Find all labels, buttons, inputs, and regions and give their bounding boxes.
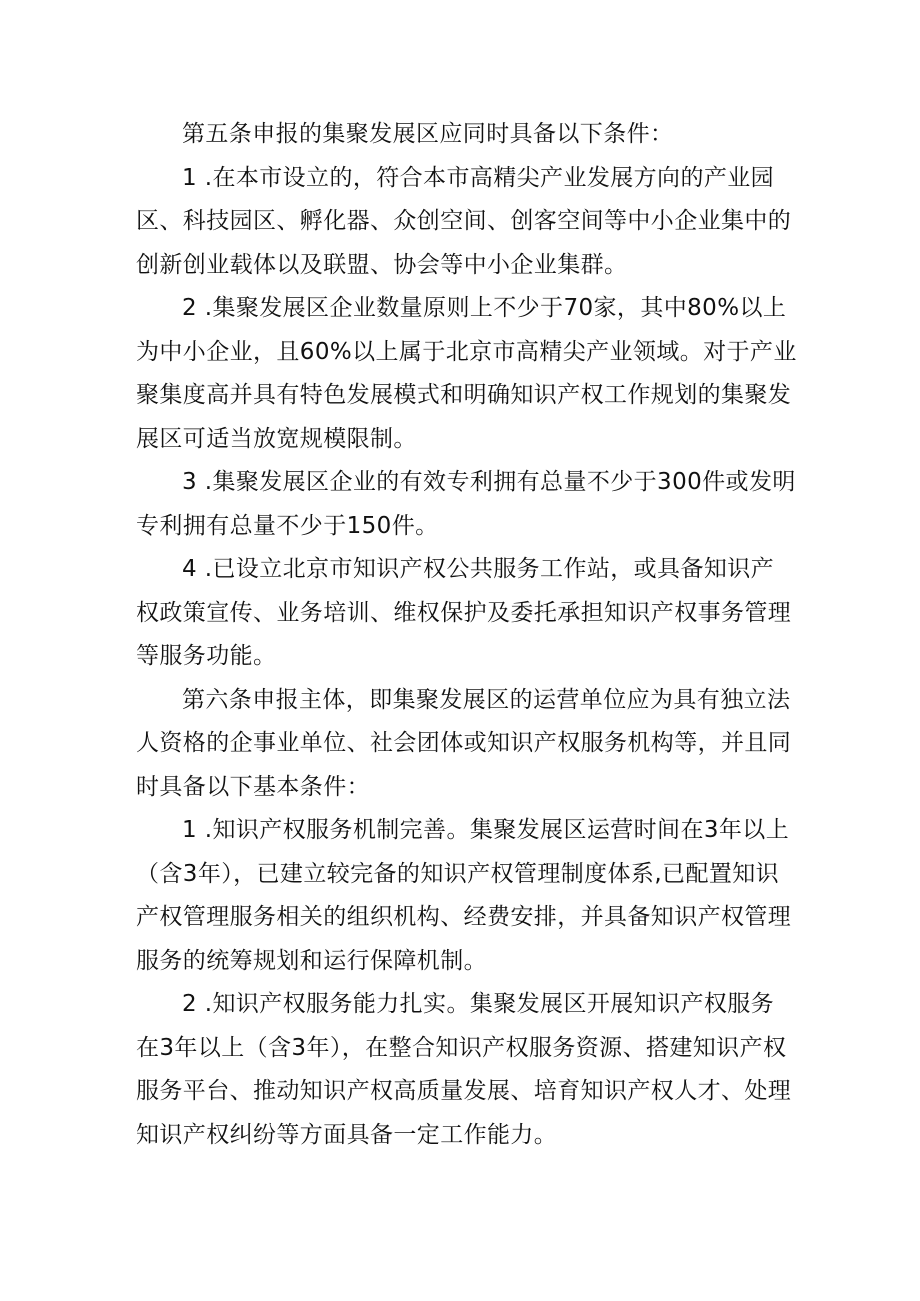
- article-6-item-1-line-1: 1 .知识产权服务机制完善。集聚发展区运营时间在3年以上: [182, 817, 790, 843]
- article-5-item-4-line-3: 等服务功能。: [136, 643, 277, 669]
- article-5-item-1-line-1: 1 .在本市设立的，符合本市高精尖产业发展方向的产业园: [182, 164, 775, 191]
- article-6-item-2-line-4: 知识产权纠纷等方面具备一定工作能力。: [136, 1121, 558, 1148]
- article-6-item-1-line-3: 产权管理服务相关的组织机构、经费安排，并具备知识产权管理: [136, 904, 792, 930]
- article-6-item-2-line-1: 2 .知识产权服务能力扎实。集聚发展区开展知识产权服务: [182, 991, 775, 1017]
- document-body: [136, 113, 796, 1157]
- article-6-heading-line-1: 第六条申报主体，即集聚发展区的运营单位应为具有独立法: [182, 686, 791, 713]
- article-5-item-2-line-1: 2 .集聚发展区企业数量原则上不少于70家，其中80%以上: [182, 295, 787, 321]
- article-6-item-2-line-3: 服务平台、推动知识产权高质量发展、培育知识产权人才、处理: [136, 1078, 792, 1104]
- article-6-item-1-line-4: 服务的统筹规划和运行保障机制。: [136, 947, 487, 974]
- article-5-item-1-line-3: 创新创业载体以及联盟、协会等中小企业集群。: [136, 251, 628, 278]
- article-6-item-2-line-2: 在3年以上（含3年），在整合知识产权服务资源、搭建知识产权: [136, 1034, 787, 1061]
- article-6-heading-line-2: 人资格的企事业单位、社会团体或知识产权服务机构等，并且同: [136, 730, 792, 756]
- article-5-item-1-line-2: 区、科技园区、孵化器、众创空间、创客空间等中小企业集中的: [136, 208, 792, 234]
- article-6-heading-line-3: 时具备以下基本条件：: [136, 773, 370, 800]
- article-5-item-4-line-1: 4 .已设立北京市知识产权公共服务工作站，或具备知识产: [182, 556, 775, 582]
- article-5-item-4-line-2: 权政策宣传、业务培训、维权保护及委托承担知识产权事务管理: [136, 599, 792, 626]
- article-5-item-3-line-1: 3 .集聚发展区企业的有效专利拥有总量不少于300件或发明: [182, 469, 796, 495]
- article-5-item-2-line-3: 聚集度高并具有特色发展模式和明确知识产权工作规划的集聚发: [136, 382, 792, 408]
- article-5-item-3-line-2: 专利拥有总量不少于150件。: [136, 512, 439, 539]
- article-5-item-2-line-4: 展区可适当放宽规模限制。: [136, 425, 417, 452]
- article-6-item-1-line-2: （含3年），已建立较完备的知识产权管理制度体系,已配置知识: [136, 860, 780, 887]
- article-5-heading: 第五条申报的集聚发展区应同时具备以下条件：: [182, 121, 674, 147]
- article-5-item-2-line-2: 为中小企业，且60%以上属于北京市高精尖产业领域。对于产业: [136, 338, 797, 365]
